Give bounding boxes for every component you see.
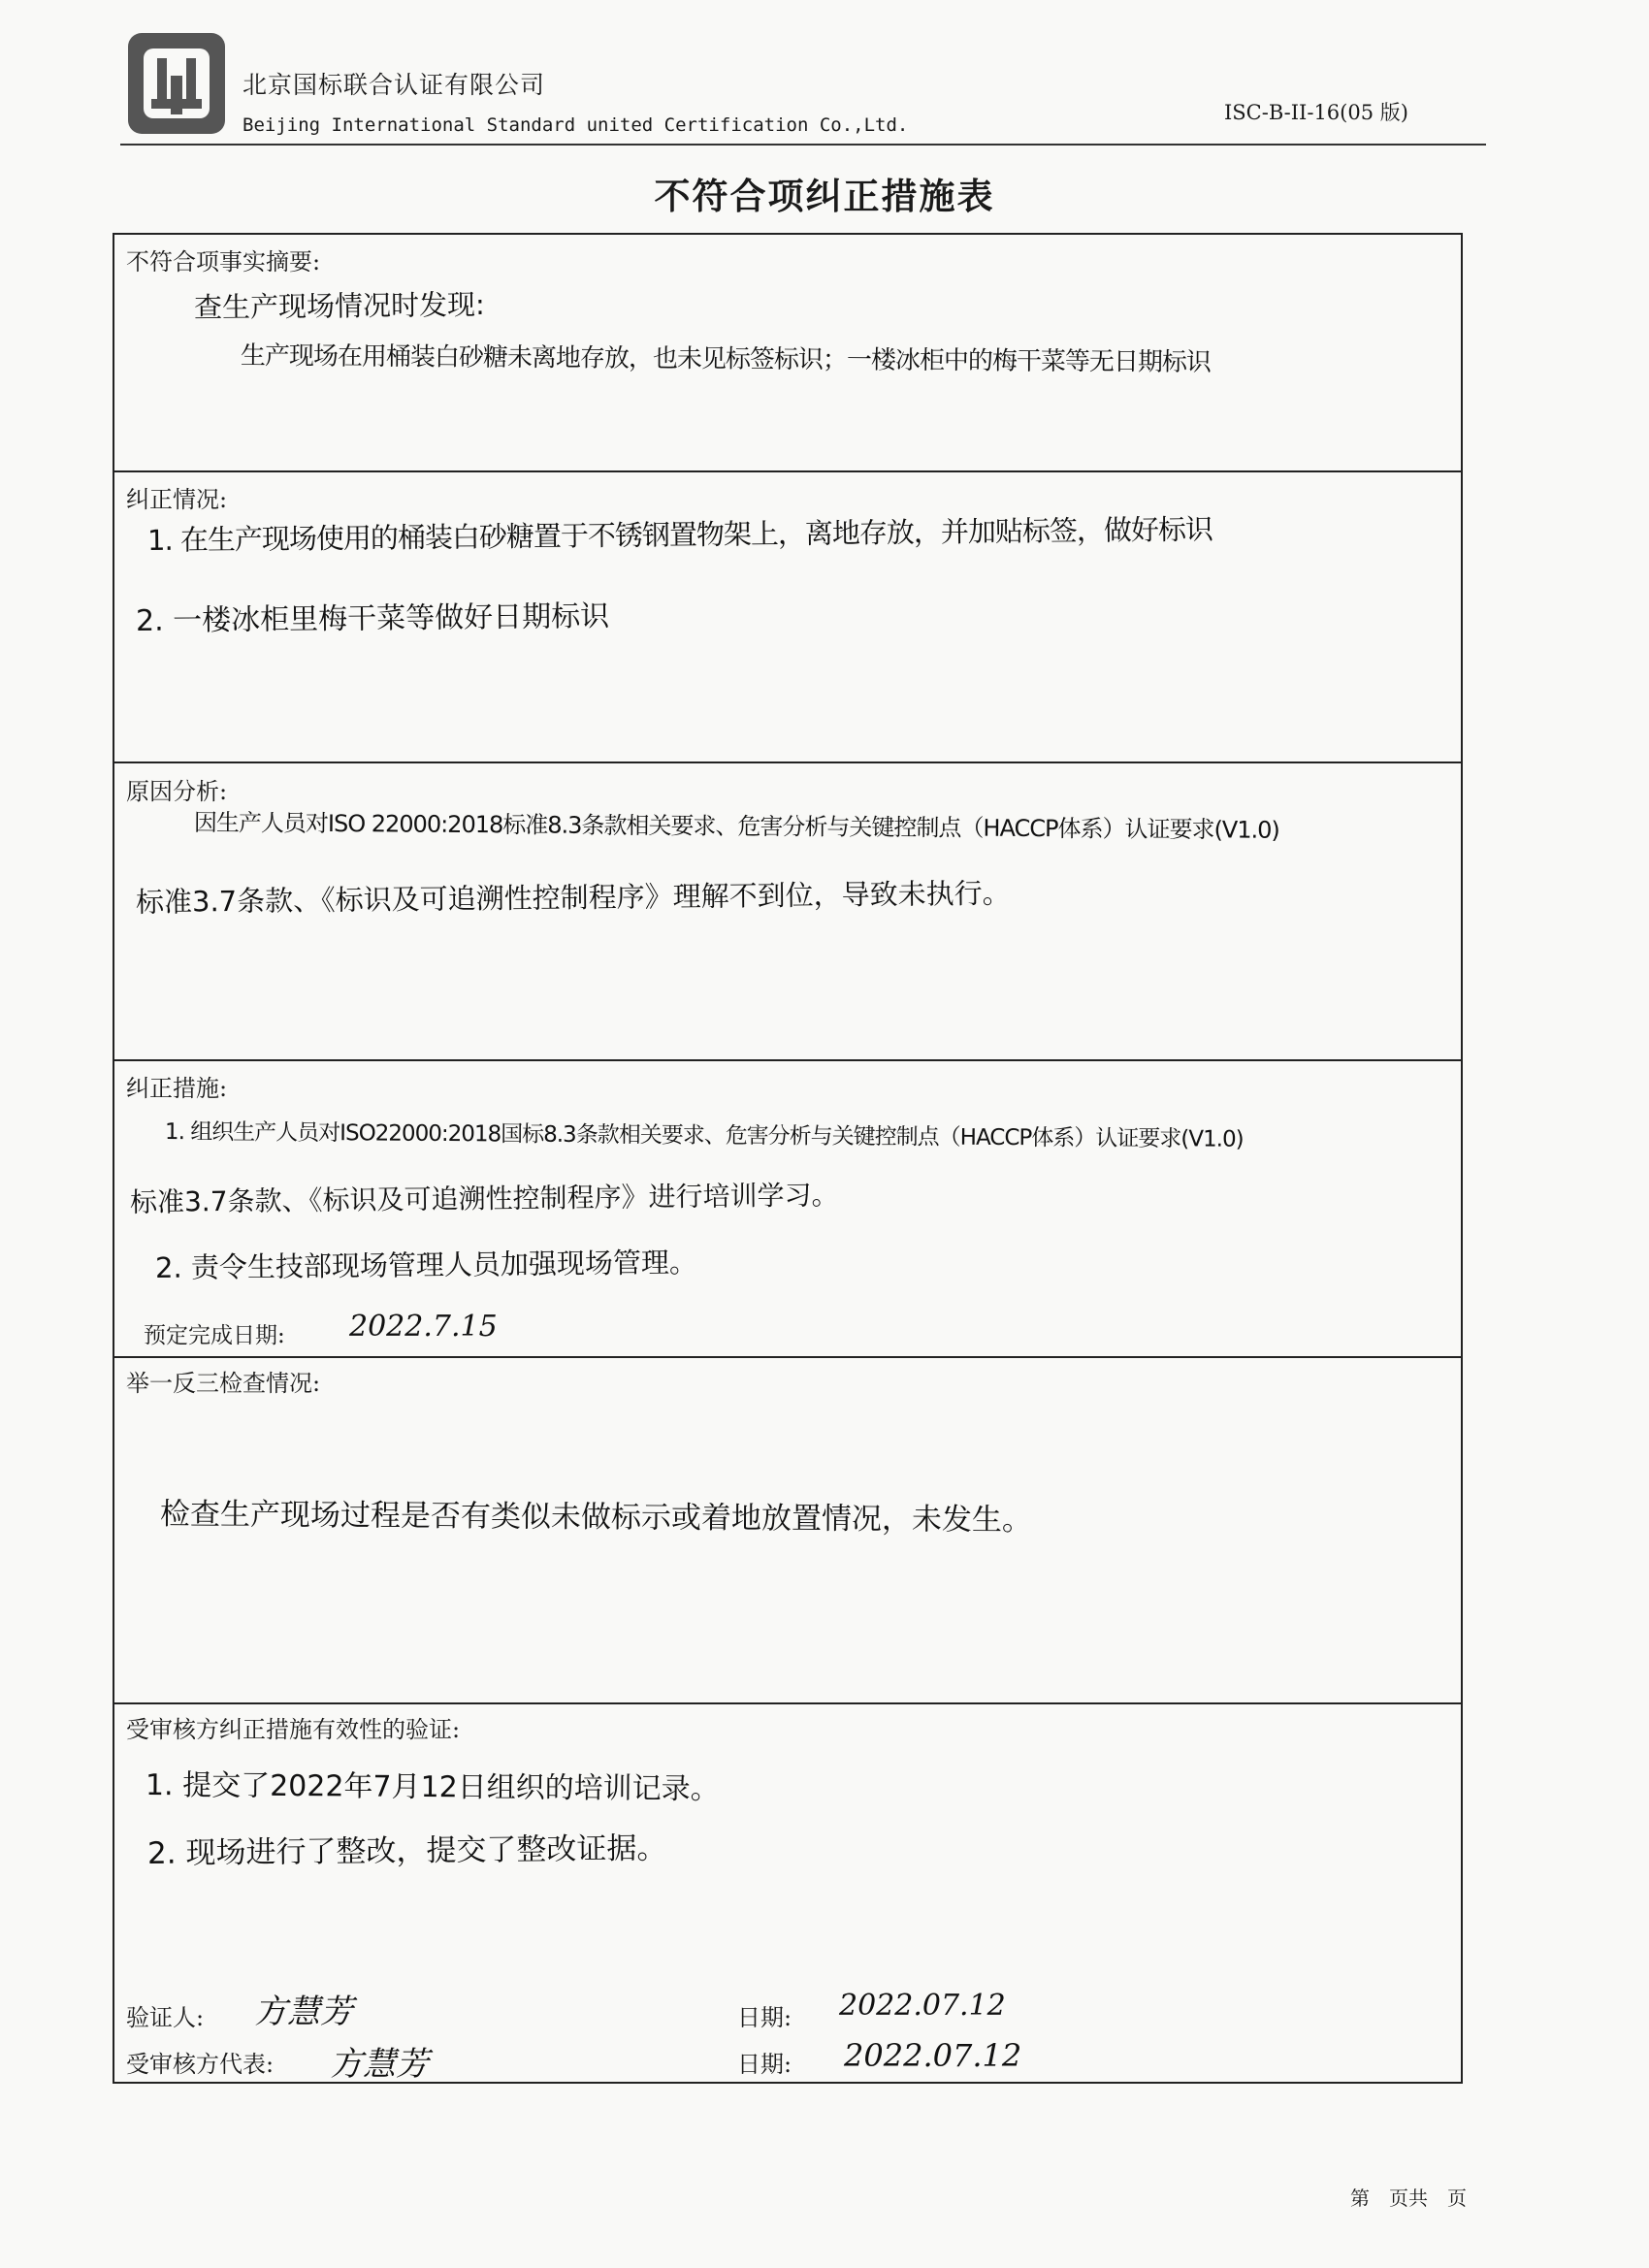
due-date-label: 预定完成日期: xyxy=(144,1323,285,1348)
row-divider xyxy=(113,1059,1463,1061)
document-code: ISC-B-II-16(05 版) xyxy=(1224,101,1408,124)
verifier-date: 2022.07.12 xyxy=(839,1989,1006,2023)
verification-line: 2. 现场进行了整改，提交了整改证据。 xyxy=(146,1831,667,1871)
summary-label: 不符合项事实摘要: xyxy=(126,248,321,275)
company-name-cn: 北京国标联合认证有限公司 xyxy=(242,71,546,99)
row-divider xyxy=(113,1356,1463,1358)
correction-label: 纠正情况: xyxy=(126,486,228,513)
verification-line: 1. 提交了2022年7月12日组织的培训记录。 xyxy=(145,1768,720,1807)
correction-line: 1. 在生产现场使用的桶装白砂糖置于不锈钢置物架上，离地存放，并加贴标签，做好标识 xyxy=(146,512,1213,557)
inference-line: 检查生产现场过程是否有类似未做标示或着地放置情况，未发生。 xyxy=(159,1497,1033,1539)
cause-label: 原因分析: xyxy=(126,778,228,805)
due-date-value: 2022.7.15 xyxy=(349,1310,498,1344)
summary-line: 生产现场在用桶装白砂糖未离地存放，也未见标签标识；一楼冰柜中的梅干菜等无日期标识 xyxy=(240,341,1212,377)
verifier-date-label: 日期: xyxy=(737,2004,792,2031)
row-divider xyxy=(113,470,1463,472)
auditee-rep-label: 受审核方代表: xyxy=(126,2051,275,2078)
row-divider xyxy=(113,1702,1463,1704)
auditee-date: 2022.07.12 xyxy=(844,2037,1022,2074)
measures-line: 2. 责令生技部现场管理人员加强现场管理。 xyxy=(154,1246,698,1284)
inference-label: 举一反三检查情况: xyxy=(126,1370,321,1397)
verification-label: 受审核方纠正措施有效性的验证: xyxy=(126,1716,461,1743)
correction-line: 2. 一楼冰柜里梅干菜等做好日期标识 xyxy=(135,599,610,638)
auditee-date-label: 日期: xyxy=(737,2051,792,2078)
cause-line: 因生产人员对ISO 22000:2018标准8.3条款相关要求、危害分析与关键控制点（HACCP体系）认证要求(V1.0) xyxy=(193,809,1279,844)
verifier-label: 验证人: xyxy=(126,2004,205,2031)
row-divider xyxy=(113,761,1463,763)
measures-label: 纠正措施: xyxy=(126,1075,228,1102)
measures-line: 1. 组织生产人员对ISO22000:2018国标8.3条款相关要求、危害分析与关键控制点（HACCP体系）认证要求(V1.0) xyxy=(164,1119,1244,1152)
form-title: 不符合项纠正措施表 xyxy=(654,175,995,217)
page-number: 第 页共 页 xyxy=(1350,2187,1467,2210)
summary-line: 查生产现场情况时发现: xyxy=(193,287,485,324)
measures-line: 标准3.7条款、《标识及可追溯性控制程序》进行培训学习。 xyxy=(129,1179,839,1218)
cause-line: 标准3.7条款、《标识及可追溯性控制程序》理解不到位，导致未执行。 xyxy=(135,876,1011,919)
verifier-signature: 方慧芳 xyxy=(254,1993,353,2031)
company-logo xyxy=(124,29,229,138)
form-table xyxy=(113,233,1463,2084)
header-divider xyxy=(120,144,1486,146)
company-name-en: Beijing International Standard united Certification Co.,Ltd. xyxy=(242,114,909,136)
auditee-rep-signature: 方慧芳 xyxy=(330,2045,429,2084)
